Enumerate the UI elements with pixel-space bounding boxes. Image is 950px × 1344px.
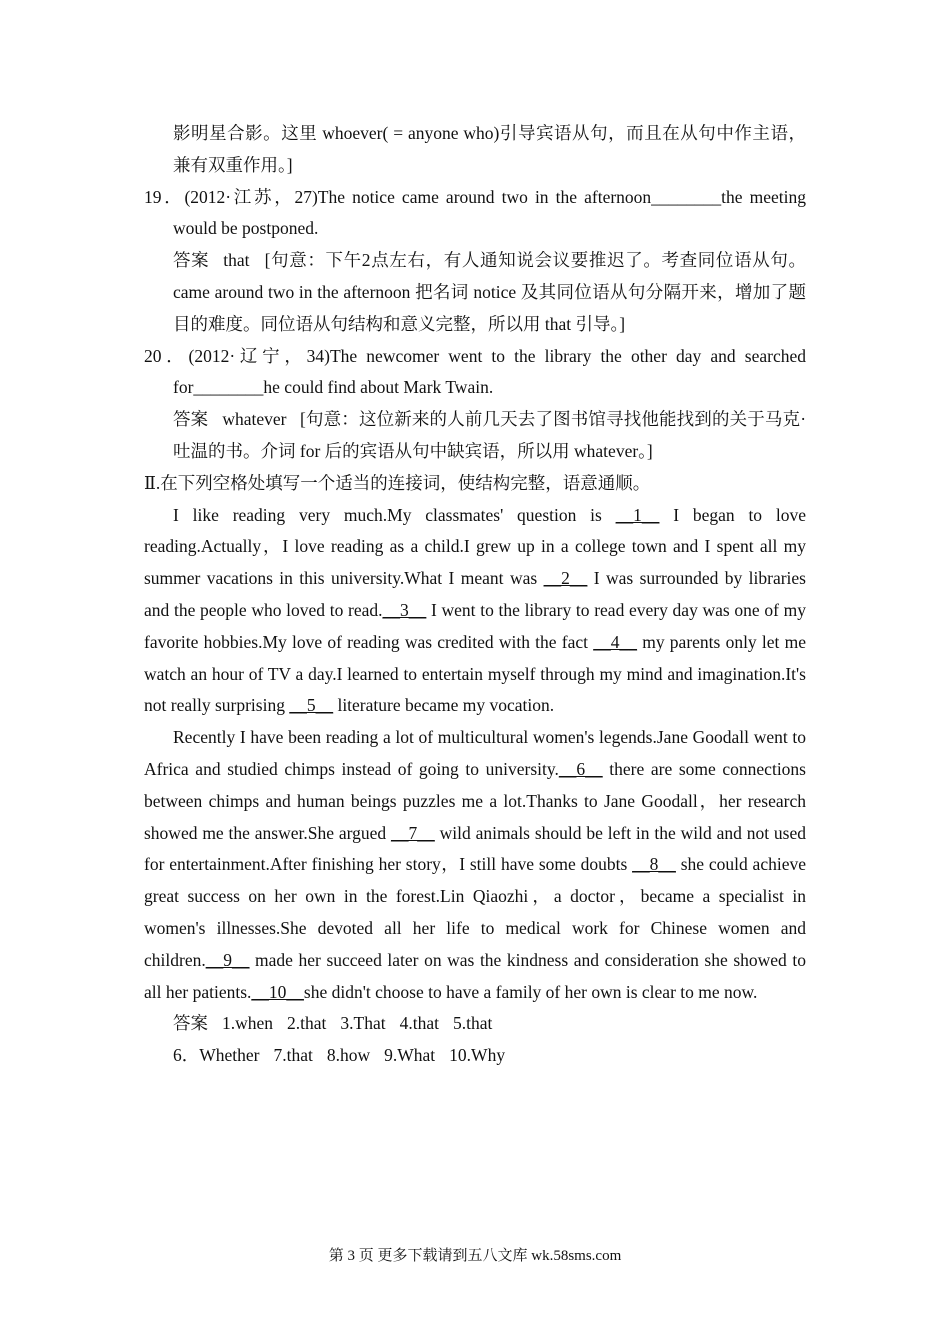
passage-text: I like reading very much.My classmates' question is — [173, 504, 616, 525]
q18-explanation-tail — [144, 118, 806, 182]
blank-10: __10__ — [251, 981, 304, 1002]
answer-item: 4.that — [399, 1013, 439, 1034]
q19-blank: ________ — [651, 186, 722, 207]
section-2-answer-label: 答案 — [173, 1013, 208, 1034]
passage-text: made her succeed later on was the kindness and consideration she showed to all her patients. — [144, 949, 806, 1002]
blank-2: __2__ — [543, 568, 588, 589]
blank-6: __6__ — [558, 758, 603, 779]
page-footer-text: 第 3 页 更多下载请到五八文库 wk.58sms.com — [328, 1248, 622, 1264]
section-2-heading — [144, 468, 806, 500]
q20-source: (2012·辽宁，34) — [188, 345, 330, 366]
q20-blank: ________ — [193, 377, 264, 398]
passage-text: she could achieve great success on her own in the forest.Lin Qiaozhi，a doctor，became a specialist in women's illnesses.She devoted all her life to medical work for Chinese women and children. — [144, 854, 806, 970]
q18-explanation-text: 影明星合影。这里 whoever( = anyone who)引导宾语从句，而且在从句中作主语，兼有双重作用。] — [173, 123, 806, 175]
page-footer — [0, 1244, 950, 1265]
q19-source: (2012·江苏，27) — [184, 186, 318, 207]
passage-text: she didn't choose to have a family of her own is clear to me now. — [303, 981, 758, 1002]
q20-answer-value: whatever — [222, 409, 287, 430]
section-2-answers-line-2 — [144, 1040, 806, 1072]
q19-text-after: the meeting would be postponed. — [173, 186, 807, 239]
q20-answer — [144, 404, 806, 468]
q19-text-before: The notice came around two in the afternoon — [317, 186, 652, 207]
blank-9: __9__ — [205, 949, 250, 970]
answer-item: 6．Whether — [173, 1045, 260, 1066]
blank-4: __4__ — [593, 631, 637, 652]
blank-5: __5__ — [289, 695, 334, 716]
passage-text: I went to the library to read every day was one of my favorite hobbies.My love of reading was credited with the fact — [144, 599, 806, 652]
blank-3: __3__ — [382, 599, 427, 620]
passage-paragraph-1 — [144, 500, 806, 723]
q20-explanation: [句意：这位新来的人前几天去了图书馆寻找他能找到的关于马克·吐温的书。介词 for 后的宾语从句中缺宾语，所以用 whatever。] — [173, 409, 807, 461]
question-20 — [144, 341, 806, 405]
passage-text: my parents only let me watch an hour of TV a day.I learned to entertain myself through my mind and imagination.It's not really surprising — [144, 631, 806, 716]
passage-text: there are some connections between chimps and human beings puzzles me a lot.Thanks to Jane Goodall，her research showed me the answer.She argued — [144, 758, 806, 843]
passage-text: Recently I have been reading a lot of multicultural women's legends.Jane Goodall went to Africa and studied chimps instead of going to university. — [144, 727, 806, 779]
q19-answer — [144, 245, 806, 340]
answer-item: 1.when — [222, 1013, 274, 1034]
q19-answer-label: 答案 — [173, 250, 210, 271]
document-body — [144, 118, 806, 1072]
answer-item: 10.Why — [449, 1045, 506, 1066]
q19-number: 19． — [144, 186, 185, 207]
passage-text: I was surrounded by libraries and the people who loved to read. — [144, 568, 806, 620]
passage-text: I began to love reading.Actually，I love reading as a child.I grew up in a college town and I spent all my summer vacations in this university.What I meant was — [144, 504, 806, 589]
passage-paragraph-2 — [144, 722, 806, 1008]
answer-item: 7.that — [273, 1045, 313, 1066]
q20-text-before: The newcomer went to the library the other day and searched for — [173, 345, 807, 398]
section-2-heading-text: Ⅱ.在下列空格处填写一个适当的连接词，使结构完整，语意通顺。 — [144, 472, 651, 493]
section-2-answers-line-1 — [144, 1008, 806, 1040]
q20-number: 20． — [144, 345, 189, 366]
passage-text: wild animals should be left in the wild and not used for entertainment.After finishing her story，I still have some doubts — [144, 822, 806, 875]
answer-item: 5.that — [452, 1013, 493, 1034]
q20-text-after: he could find about Mark Twain. — [263, 377, 494, 398]
answer-item: 2.that — [287, 1013, 327, 1034]
answer-item: 8.how — [326, 1045, 371, 1066]
passage-text: literature became my vocation. — [333, 695, 555, 716]
q20-answer-label: 答案 — [173, 409, 209, 430]
answer-item: 3.That — [340, 1013, 386, 1034]
answer-item: 9.What — [384, 1045, 436, 1066]
blank-1: __1__ — [615, 504, 660, 525]
blank-7: __7__ — [391, 822, 435, 843]
question-19 — [144, 182, 806, 246]
q19-explanation: [句意：下午2点左右，有人通知说会议要推迟了。考查同位语从句。came around two in the afternoon 把名词 notice 及其同位语从句分隔开来，增加了题目的难度。同位语从句结构和意义完整，所以用 that 引导。] — [173, 250, 807, 334]
blank-8: __8__ — [632, 854, 676, 875]
q19-answer-value: that — [223, 250, 250, 271]
